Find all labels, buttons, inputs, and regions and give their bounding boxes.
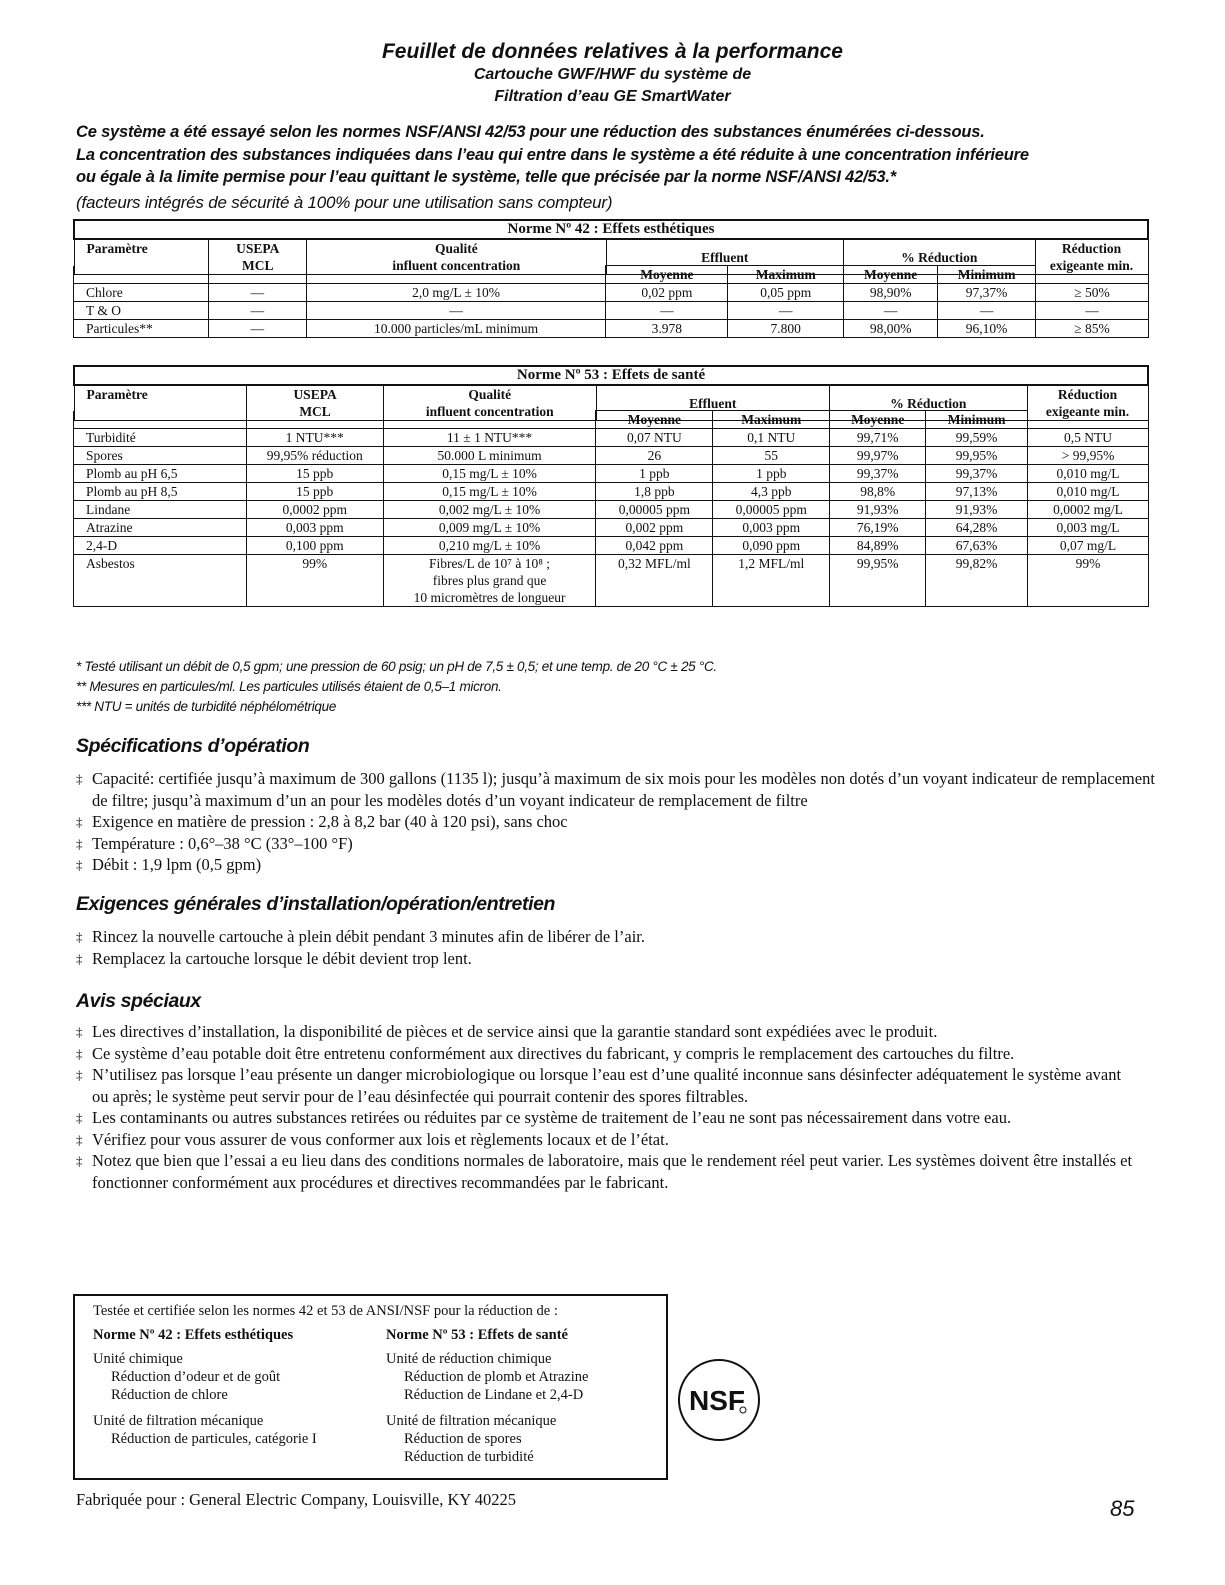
col-header-reduction-min: Minimum	[926, 411, 1028, 429]
table-cell: —	[208, 302, 306, 320]
table-row	[74, 429, 1149, 447]
table-row	[74, 465, 1149, 483]
bullet-icon: ‡	[76, 1153, 83, 1168]
table-cell: 91,93%	[926, 501, 1028, 519]
row-param: Turbidité	[74, 429, 247, 447]
col-header-usepa: USEPA MCL	[209, 239, 307, 275]
spec-list	[76, 768, 1156, 876]
list-item	[76, 948, 1156, 970]
table-cell: 0,07 mg/L	[1028, 537, 1149, 555]
table-caption: Norme Nº 42 : Effets esthétiques	[74, 220, 1148, 239]
table-cell: 0,15 mg/L ± 10%	[383, 465, 596, 483]
col-header-effluent-avg: Moyenne	[596, 411, 713, 429]
table-cell: 3.978	[606, 320, 728, 338]
cert-col-heading: Norme Nº 42 : Effets esthétiques	[93, 1327, 294, 1343]
table-cell: 0,0002 mg/L	[1028, 501, 1149, 519]
cert-item: Réduction de turbidité	[404, 1449, 534, 1465]
intro-statement	[76, 121, 1156, 189]
row-param: Asbestos	[74, 555, 247, 607]
list-item	[76, 1129, 1136, 1151]
table-cell: 0,15 mg/L ± 10%	[383, 483, 596, 501]
table-cell: 99,37%	[926, 465, 1028, 483]
col-header-reduction-avg: Moyenne	[830, 411, 926, 429]
table-cell: 91,93%	[830, 501, 926, 519]
row-param: Plomb au pH 8,5	[74, 483, 247, 501]
col-header-quality-cont	[306, 266, 606, 284]
list-item-text: Les directives d’installation, la disponibilité de pièces et de service ainsi que la garantie standard sont expédiées avec le produit.	[92, 1022, 938, 1041]
col-header-required: Réduction exigeante min.	[1027, 385, 1148, 421]
footnotes	[76, 657, 717, 717]
table-subheader-row	[74, 411, 1149, 429]
table-cell: 11 ± 1 NTU***	[383, 429, 596, 447]
table-row	[74, 483, 1149, 501]
list-item	[76, 854, 1156, 876]
table-cell: 7.800	[728, 320, 844, 338]
intro-note: (facteurs intégrés de sécurité à 100% pour une utilisation sans compteur)	[76, 193, 613, 212]
bullet-icon: ‡	[76, 1110, 83, 1125]
table-cell: 4,3 ppb	[713, 483, 830, 501]
col-header-usepa: USEPA MCL	[247, 385, 384, 421]
cert-group: Unité de réduction chimique	[386, 1351, 552, 1367]
table-cell: 0,1 NTU	[713, 429, 830, 447]
col-header-param: Paramètre	[74, 385, 247, 421]
table-cell: 0,02 ppm	[606, 284, 728, 302]
table-cell: 99,59%	[926, 429, 1028, 447]
list-item-text: Ce système d’eau potable doit être entretenu conformément aux directives du fabricant, y compris le remplacement des cartouches du filtre.	[92, 1043, 1015, 1063]
cert-group: Unité de filtration mécanique	[93, 1413, 264, 1429]
col-header-effluent: Effluent	[606, 239, 843, 275]
table-cell: 1 ppb	[713, 465, 830, 483]
table-row	[74, 284, 1149, 302]
cert-item: Réduction de particules, catégorie I	[111, 1431, 317, 1447]
table-caption: Norme Nº 53 : Effets de santé	[74, 366, 1148, 385]
list-item-text: Exigence en matière de pression : 2,8 à 8,2 bar (40 à 120 psi), sans choc	[92, 812, 568, 831]
table-cell: 50.000 L minimum	[383, 447, 596, 465]
cell-line: Fibres/L de 10⁷ à 10⁸ ;	[429, 556, 551, 571]
manufacturer-line: Fabriquée pour : General Electric Company, Louisville, KY 40225	[76, 1490, 517, 1509]
row-param: T & O	[74, 302, 209, 320]
list-item	[76, 1043, 1136, 1065]
table-cell: 0,042 ppm	[596, 537, 713, 555]
col-header-effluent-avg: Moyenne	[606, 266, 728, 284]
table-row	[74, 320, 1149, 338]
table-cell: 1,8 ppb	[596, 483, 713, 501]
table-cell: 84,89%	[830, 537, 926, 555]
table-row	[74, 302, 1149, 320]
page-subtitle-2: Filtration d’eau GE SmartWater	[494, 88, 731, 105]
table-row	[74, 519, 1149, 537]
cert-item: Réduction de spores	[404, 1431, 522, 1447]
install-list	[76, 926, 1156, 969]
cert-group: Unité de filtration mécanique	[386, 1413, 557, 1429]
table-cell: 0,003 ppm	[246, 519, 383, 537]
col-header-reduction: % Réduction	[830, 385, 1028, 421]
cert-item: Réduction d’odeur et de goût	[111, 1369, 281, 1385]
row-param: Plomb au pH 6,5	[74, 465, 247, 483]
table-cell: 99,97%	[830, 447, 926, 465]
col-header-effluent: Effluent	[596, 385, 829, 421]
list-item-text: Les contaminants ou autres substances retirées ou réduites par ce système de traitement de l’eau ne sont pas nécessairement dans votre eau.	[92, 1108, 1012, 1127]
table-cell: —	[208, 284, 306, 302]
col-header-param-cont	[74, 266, 209, 284]
bullet-icon: ‡	[76, 771, 83, 786]
list-item	[76, 1064, 1136, 1107]
table-cell: 99,37%	[830, 465, 926, 483]
list-item-text: Rincez la nouvelle cartouche à plein débit pendant 3 minutes afin de libérer de l’air.	[92, 927, 645, 946]
table-cell: 26	[596, 447, 713, 465]
page-number: 85	[1110, 1496, 1135, 1521]
col-header-required: Réduction exigeante min.	[1035, 239, 1148, 275]
nsf-logo-icon	[677, 1358, 761, 1442]
cert-column-42	[93, 1326, 317, 1456]
col-header-reduction: % Réduction	[843, 239, 1035, 275]
table-cell: —	[306, 302, 606, 320]
intro-line-3: ou égale à la limite permise pour l’eau quittant le système, telle que précisée par la norme NSF/ANSI 42/53.*	[76, 168, 896, 186]
col-header-param-cont	[74, 411, 247, 429]
col-header-quality: Qualité influent concentration	[307, 239, 606, 275]
cell-line: fibres plus grand que	[432, 573, 547, 588]
list-item-text: Capacité: certifiée jusqu’à maximum de 300 gallons (1135 l); jusqu’à maximum de six mois pour les modèles non dotés d’un voyant indicateur de remplacement de filtre; jusqu’à maximum d’un an pour les modèles dotés d’un voyant indicateur de remplacement de filtre	[92, 769, 1155, 810]
cert-col-heading: Norme Nº 53 : Effets de santé	[386, 1327, 568, 1343]
table-cell	[383, 555, 596, 607]
row-param: Spores	[74, 447, 247, 465]
table-42-body	[73, 265, 1149, 338]
table-cell: —	[208, 320, 306, 338]
table-cell: —	[728, 302, 844, 320]
list-item-text: Température : 0,6°–38 °C (33°–100 °F)	[92, 833, 353, 853]
col-header-quality: Qualité influent concentration	[383, 385, 596, 421]
row-param: Lindane	[74, 501, 247, 519]
bullet-icon: ‡	[76, 1131, 83, 1147]
table-cell: 98,00%	[844, 320, 938, 338]
table-cell: 1 ppb	[596, 465, 713, 483]
cert-item: Réduction de chlore	[111, 1387, 228, 1403]
col-header-effluent-max: Maximum	[713, 411, 830, 429]
table-cell: 0,010 mg/L	[1028, 465, 1149, 483]
spec-heading: Spécifications d’opération	[76, 735, 310, 757]
list-item-text: Remplacez la cartouche lorsque le débit devient trop lent.	[92, 948, 472, 968]
table-cell: 0,003 ppm	[713, 519, 830, 537]
table-cell: 76,19%	[830, 519, 926, 537]
table-cell: 0,5 NTU	[1028, 429, 1149, 447]
table-cell: 0,002 mg/L ± 10%	[383, 501, 596, 519]
list-item	[76, 768, 1156, 811]
list-item	[76, 1021, 1136, 1043]
col-header-usepa-cont	[246, 411, 383, 429]
table-row	[74, 501, 1149, 519]
table-cell: 2,0 mg/L ± 10%	[306, 284, 606, 302]
table-cell: > 99,95%	[1028, 447, 1149, 465]
list-item-text: Débit : 1,9 lpm (0,5 gpm)	[92, 855, 262, 874]
table-cell: 67,63%	[926, 537, 1028, 555]
footnote: * Testé utilisant un débit de 0,5 gpm; une pression de 60 psig; un pH de 7,5 ± 0,5; et une temp. de 20 °C ± 25 °C.	[76, 659, 717, 674]
cert-group: Unité chimique	[93, 1351, 183, 1367]
table-cell: ≥ 85%	[1036, 320, 1149, 338]
col-header-usepa-cont	[208, 266, 306, 284]
footnote: *** NTU = unités de turbidité néphélométrique	[76, 699, 337, 714]
table-cell: 0,003 mg/L	[1028, 519, 1149, 537]
table-cell: 0,010 mg/L	[1028, 483, 1149, 501]
list-item-text: Notez que bien que l’essai a eu lieu dans des conditions normales de laboratoire, mais que le rendement réel peut varier. Les systèmes doivent être installés et fonctionner conformément aux procédures et directives recommandées par le fabricant.	[92, 1151, 1133, 1192]
row-param: Particules**	[74, 320, 209, 338]
list-item-text: N’utilisez pas lorsque l’eau présente un danger microbiologique ou lorsque l’eau est d’une qualité inconnue sans désinfecter adéquatement le système avant ou après; le système peut servir pour de l’eau désinfectée qui pourrait contenir des spores filtrables.	[92, 1065, 1122, 1106]
notices-heading: Avis spéciaux	[76, 990, 201, 1012]
table-row	[74, 555, 1149, 607]
table-row	[74, 537, 1149, 555]
table-cell: 99,95%	[926, 447, 1028, 465]
table-cell: 99%	[1028, 555, 1149, 607]
cert-column-53	[386, 1326, 588, 1474]
table-cell: 0,00005 ppm	[713, 501, 830, 519]
table-cell: 15 ppb	[246, 483, 383, 501]
row-param: Atrazine	[74, 519, 247, 537]
table-cell: 98,90%	[844, 284, 938, 302]
table-cell: 99,95%	[830, 555, 926, 607]
row-param: 2,4-D	[74, 537, 247, 555]
table-cell: 96,10%	[938, 320, 1036, 338]
list-item-text: Vérifiez pour vous assurer de vous conformer aux lois et règlements locaux et de l’état.	[92, 1129, 669, 1149]
table-cell: 99,82%	[926, 555, 1028, 607]
col-header-required-cont	[1036, 266, 1149, 284]
list-item	[76, 926, 1156, 948]
table-cell: 1,2 MFL/ml	[713, 555, 830, 607]
table-cell: 55	[713, 447, 830, 465]
table-cell: 98,8%	[830, 483, 926, 501]
table-cell: 0,100 ppm	[246, 537, 383, 555]
col-header-reduction-min: Minimum	[938, 266, 1036, 284]
certification-box	[73, 1294, 668, 1480]
page-title: Feuillet de données relatives à la performance	[381, 40, 843, 63]
table-cell: 97,13%	[926, 483, 1028, 501]
table-cell: 97,37%	[938, 284, 1036, 302]
intro-line-1: Ce système a été essayé selon les normes NSF/ANSI 42/53 pour une réduction des substances énumérées ci-dessous.	[76, 123, 985, 141]
bullet-icon: ‡	[76, 1067, 83, 1082]
list-item	[76, 811, 1156, 833]
table-cell: 15 ppb	[246, 465, 383, 483]
table-cell: 0,00005 ppm	[596, 501, 713, 519]
col-header-effluent-max: Maximum	[728, 266, 844, 284]
col-header-quality-cont	[383, 411, 596, 429]
bullet-icon: ‡	[76, 814, 83, 829]
table-cell: 1 NTU***	[246, 429, 383, 447]
table-cell: 0,0002 ppm	[246, 501, 383, 519]
table-cell: 0,05 ppm	[728, 284, 844, 302]
bullet-icon: ‡	[76, 1024, 83, 1039]
table-cell: 99,95% réduction	[246, 447, 383, 465]
cert-item: Réduction de plomb et Atrazine	[404, 1369, 589, 1385]
intro-line-2: La concentration des substances indiquées dans l’eau qui entre dans le système a été réduite à une concentration inférieure	[76, 145, 1029, 164]
table-cell: 0,32 MFL/ml	[596, 555, 713, 607]
table-53-body	[73, 410, 1149, 607]
bullet-icon: ‡	[76, 929, 83, 944]
bullet-icon: ‡	[76, 835, 83, 851]
table-cell: ≥ 50%	[1036, 284, 1149, 302]
table-cell: —	[938, 302, 1036, 320]
list-item	[76, 833, 1156, 855]
table-cell: —	[844, 302, 938, 320]
bullet-icon: ‡	[76, 857, 83, 872]
col-header-reduction-avg: Moyenne	[844, 266, 938, 284]
install-heading: Exigences générales d’installation/opération/entretien	[76, 893, 556, 915]
table-cell: —	[606, 302, 728, 320]
list-item	[76, 1107, 1136, 1129]
nsf-logo-text: NSF	[689, 1385, 745, 1416]
table-cell: 0,009 mg/L ± 10%	[383, 519, 596, 537]
footnote: ** Mesures en particules/ml. Les particules utilisés étaient de 0,5–1 micron.	[76, 679, 502, 694]
table-cell: 0,210 mg/L ± 10%	[383, 537, 596, 555]
col-header-required-cont	[1028, 411, 1149, 429]
cert-intro: Testée et certifiée selon les normes 42 et 53 de ANSI/NSF pour la réduction de :	[93, 1303, 558, 1319]
bullet-icon: ‡	[76, 950, 83, 966]
table-cell: 64,28%	[926, 519, 1028, 537]
table-cell: 0,07 NTU	[596, 429, 713, 447]
list-item	[76, 1150, 1136, 1193]
col-header-param: Paramètre	[74, 239, 209, 275]
table-row	[74, 447, 1149, 465]
row-param: Chlore	[74, 284, 209, 302]
cert-item: Réduction de Lindane et 2,4-D	[404, 1387, 584, 1403]
table-cell: —	[1036, 302, 1149, 320]
notices-list	[76, 1021, 1136, 1193]
cell-line: 10 micromètres de longueur	[413, 590, 566, 605]
table-cell: 0,090 ppm	[713, 537, 830, 555]
page-subtitle-1: Cartouche GWF/HWF du système de	[473, 66, 752, 83]
table-cell: 99%	[246, 555, 383, 607]
bullet-icon: ‡	[76, 1045, 83, 1061]
table-cell: 99,71%	[830, 429, 926, 447]
table-subheader-row	[74, 266, 1149, 284]
table-cell: 10.000 particles/mL minimum	[306, 320, 606, 338]
table-cell: 0,002 ppm	[596, 519, 713, 537]
